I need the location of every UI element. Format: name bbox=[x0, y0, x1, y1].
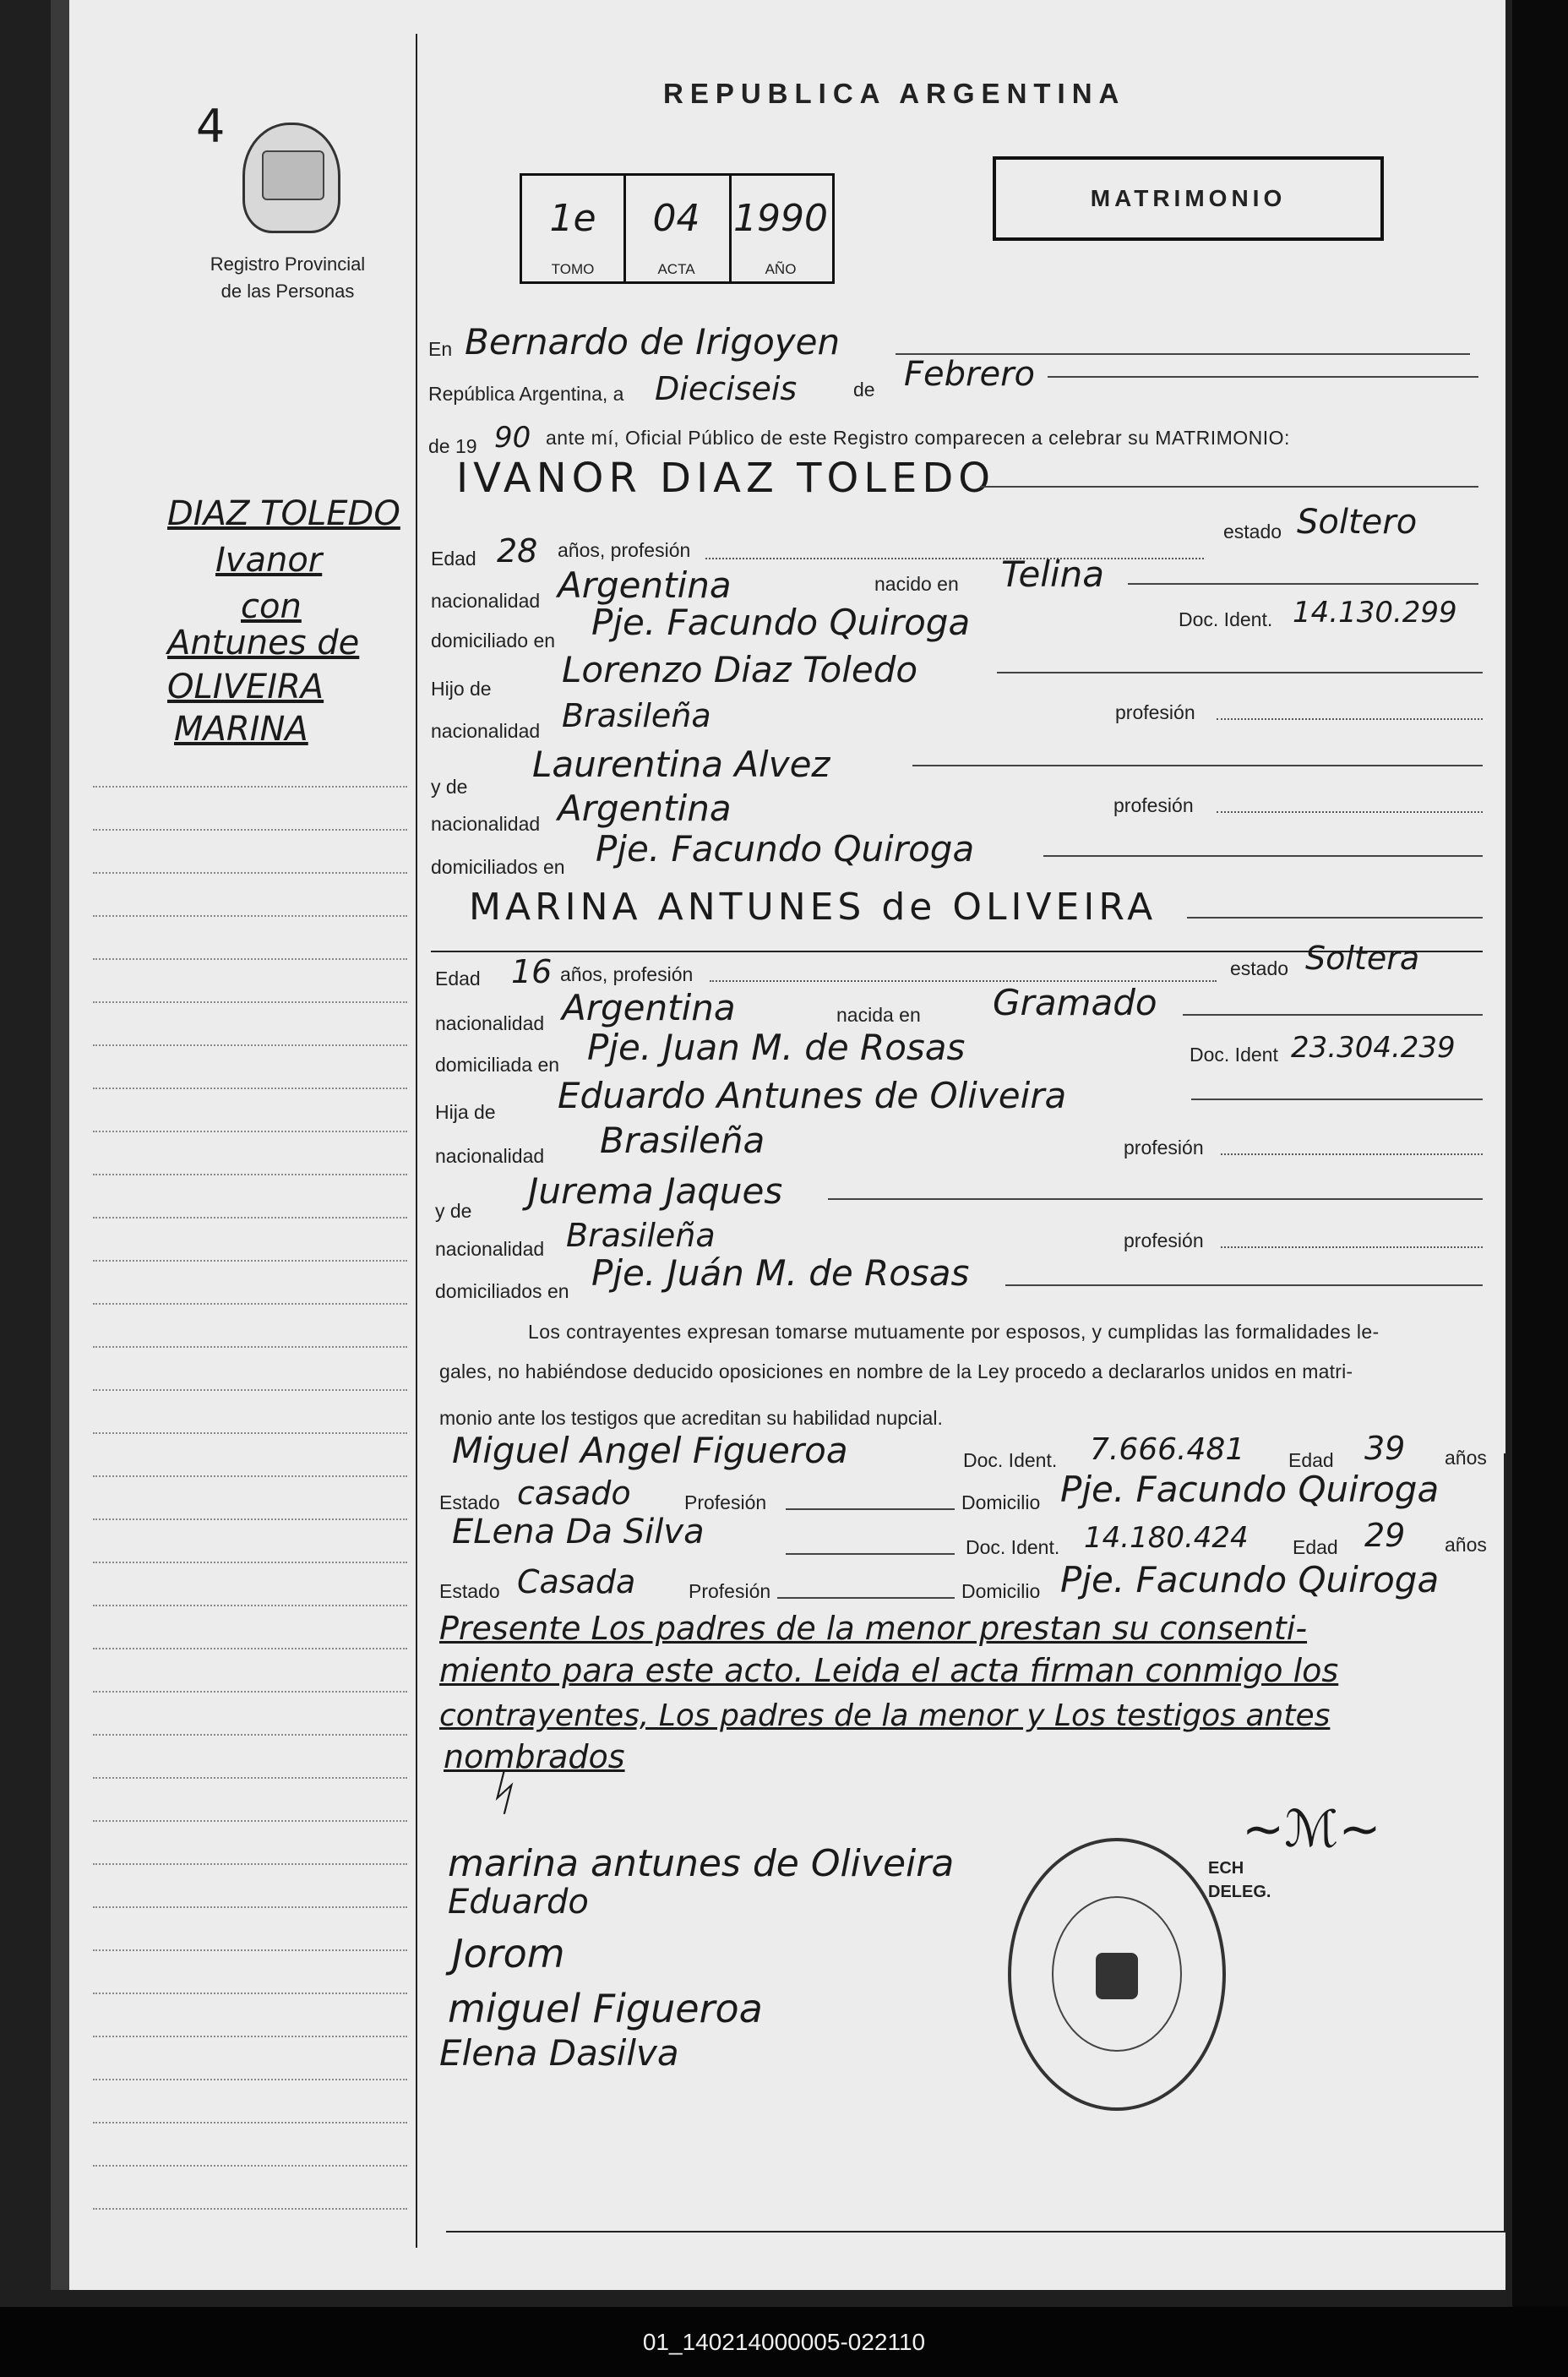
margin-rule-line bbox=[93, 1260, 407, 1262]
witness1-estado: casado bbox=[517, 1475, 631, 1512]
registro-line2: de las Personas bbox=[220, 281, 355, 302]
official-line2: DELEG. bbox=[1208, 1883, 1271, 1901]
margin-rule-line bbox=[93, 1993, 407, 1994]
bride-yde-label: y de bbox=[435, 1200, 472, 1222]
witness1-anos-label: años bbox=[1445, 1447, 1487, 1469]
groom-estado-label: estado bbox=[1223, 521, 1282, 542]
signature-eduardo: Eduardo bbox=[448, 1883, 589, 1922]
bride-nacida-label: nacida en bbox=[836, 1004, 921, 1026]
groom-doms: Pje. Facundo Quiroga bbox=[596, 828, 975, 870]
bride-madre-nac-label: nacionalidad bbox=[435, 1238, 545, 1260]
bride-nacida-line bbox=[1183, 1014, 1483, 1016]
en-label: En bbox=[428, 338, 453, 360]
groom-padre: Lorenzo Diaz Toledo bbox=[562, 649, 918, 690]
acta-label: ACTA bbox=[657, 261, 695, 277]
witness2-prof-line bbox=[777, 1597, 955, 1599]
bride-name: MARINA ANTUNES de OLIVEIRA bbox=[469, 886, 1157, 929]
note-line2: miento para este acto. Leida el acta firman conmigo los bbox=[439, 1652, 1339, 1689]
declaration-line2: gales, no habiéndose deducido oposiciones en nombre de la Ley procedo a declararlos unidos en matri- bbox=[439, 1360, 1353, 1382]
tomo-label: TOMO bbox=[551, 261, 595, 277]
lugar-value: Bernardo de Irigoyen bbox=[465, 321, 841, 363]
bride-estado: Soltera bbox=[1305, 940, 1420, 977]
margin-rule-line bbox=[93, 1691, 407, 1693]
groom-doms-line bbox=[1043, 855, 1483, 857]
bride-padre-prof-line bbox=[1221, 1153, 1483, 1155]
margin-bride-name: MARINA bbox=[174, 710, 308, 749]
witness2-estado: Casada bbox=[517, 1563, 636, 1600]
bride-name-line bbox=[1187, 917, 1483, 919]
margin-rule-line bbox=[93, 1475, 407, 1477]
country-title: REPUBLICA ARGENTINA bbox=[663, 78, 1126, 109]
margin-bride-surname2: OLIVEIRA bbox=[167, 668, 324, 706]
ano-label: AÑO bbox=[765, 261, 797, 277]
mes-value: Febrero bbox=[904, 355, 1035, 394]
groom-doc-label: Doc. Ident. bbox=[1179, 608, 1273, 630]
margin-rule-line bbox=[93, 1001, 407, 1003]
bride-nacida: Gramado bbox=[993, 982, 1157, 1023]
de-label: de bbox=[853, 379, 875, 401]
tomo-acta-ano-box bbox=[520, 173, 835, 284]
bride-padre-nac: Brasileña bbox=[600, 1120, 765, 1161]
signature-bride: marina antunes de Oliveira bbox=[448, 1842, 955, 1885]
margin-rule-line bbox=[93, 1131, 407, 1132]
bottom-border-line bbox=[446, 2231, 1505, 2233]
margin-rule-line bbox=[93, 1174, 407, 1175]
bride-edad-label: Edad bbox=[435, 968, 481, 990]
page-number: 4 bbox=[196, 100, 226, 153]
bride-madre-prof-label: profesión bbox=[1124, 1229, 1204, 1251]
margin-rule-line bbox=[93, 1562, 407, 1563]
bride-madre: Jurema Jaques bbox=[528, 1170, 783, 1212]
groom-hijo-label: Hijo de bbox=[431, 678, 492, 700]
margin-firstname: Ivanor bbox=[215, 541, 323, 580]
groom-estado: Soltero bbox=[1297, 503, 1418, 542]
scribble-signature-icon: ᛋ bbox=[486, 1766, 514, 1821]
groom-padre-prof-label: profesión bbox=[1115, 701, 1195, 723]
bride-domicilio: Pje. Juan M. de Rosas bbox=[587, 1027, 966, 1068]
oficial-text: ante mí, Oficial Público de este Registro comparecen a celebrar su MATRIMONIO: bbox=[546, 427, 1290, 449]
republica-label: República Argentina, a bbox=[428, 383, 624, 405]
groom-yde-label: y de bbox=[431, 776, 468, 798]
note-line1: Presente Los padres de la menor prestan su consenti- bbox=[439, 1610, 1308, 1647]
margin-rule-line bbox=[93, 2122, 407, 2123]
official-signature-icon: ~ℳ~ bbox=[1242, 1800, 1381, 1859]
witness1-domicilio: Pje. Facundo Quiroga bbox=[1060, 1469, 1440, 1510]
margin-rule-line bbox=[93, 2079, 407, 2080]
margin-rule-line bbox=[93, 872, 407, 874]
margin-rule-line bbox=[93, 1906, 407, 1908]
groom-domicilio: Pje. Facundo Quiroga bbox=[591, 602, 971, 643]
registro-line1: Registro Provincial bbox=[210, 254, 366, 275]
registry-seal-icon bbox=[1008, 1838, 1226, 2111]
witness1-doc-label: Doc. Ident. bbox=[963, 1449, 1058, 1471]
margin-rule-line bbox=[93, 1605, 407, 1606]
groom-nac-label: nacionalidad bbox=[431, 590, 541, 612]
bride-nacionalidad: Argentina bbox=[562, 987, 736, 1028]
groom-edad-label: Edad bbox=[431, 548, 476, 570]
witness2-domicilio: Pje. Facundo Quiroga bbox=[1060, 1559, 1440, 1600]
bride-doms: Pje. Juán M. de Rosas bbox=[591, 1252, 970, 1294]
bride-anos-prof-label: años, profesión bbox=[560, 963, 694, 985]
margin-rule-line bbox=[93, 1518, 407, 1520]
witness2-name-line bbox=[786, 1553, 955, 1555]
signature-miguel: miguel Figueroa bbox=[448, 1986, 763, 2031]
margin-rule-line bbox=[93, 1389, 407, 1391]
groom-doms-label: domiciliados en bbox=[431, 856, 565, 878]
groom-padre-prof-line bbox=[1217, 718, 1483, 720]
margin-rule-line bbox=[93, 1432, 407, 1434]
groom-madre: Laurentina Alvez bbox=[532, 744, 830, 785]
right-border-line bbox=[1504, 1453, 1505, 2231]
groom-nacido: Telina bbox=[1001, 553, 1105, 595]
margin-rule-line bbox=[93, 2208, 407, 2210]
margin-rule-line bbox=[93, 829, 407, 831]
groom-nacido-label: nacido en bbox=[874, 573, 959, 595]
margin-surname: DIAZ TOLEDO bbox=[167, 494, 400, 533]
witness2-dom-label: Domicilio bbox=[961, 1580, 1041, 1602]
bride-hija-label: Hija de bbox=[435, 1101, 496, 1123]
official-line1: ECH bbox=[1208, 1859, 1244, 1878]
bride-padre-line bbox=[1191, 1099, 1483, 1100]
bride-madre-nac: Brasileña bbox=[566, 1217, 716, 1254]
margin-column bbox=[84, 34, 417, 2248]
witness2-edad: 29 bbox=[1364, 1517, 1406, 1554]
bride-madre-line bbox=[828, 1198, 1483, 1200]
groom-profesion-line bbox=[705, 558, 1204, 559]
margin-rule-line bbox=[93, 1044, 407, 1046]
bride-padre: Eduardo Antunes de Oliveira bbox=[558, 1075, 1067, 1116]
margin-rule-line bbox=[93, 1863, 407, 1865]
witness2-doc-label: Doc. Ident. bbox=[966, 1536, 1060, 1558]
note-line4: nombrados bbox=[444, 1738, 625, 1775]
signature-jorom: Jorom bbox=[452, 1931, 565, 1976]
groom-name: IVANOR DIAZ TOLEDO bbox=[456, 455, 996, 502]
margin-rule-line bbox=[93, 1734, 407, 1736]
groom-padre-nac-label: nacionalidad bbox=[431, 720, 541, 742]
groom-madre-nac-label: nacionalidad bbox=[431, 813, 541, 835]
ano-value: 1990 bbox=[733, 197, 828, 240]
groom-nacido-line bbox=[1128, 583, 1478, 585]
margin-rule-line bbox=[93, 958, 407, 960]
declaration-line3: monio ante los testigos que acreditan su habilidad nupcial. bbox=[439, 1407, 943, 1429]
margin-rule-line bbox=[93, 2036, 407, 2037]
provincial-emblem-icon bbox=[242, 123, 340, 233]
bride-doms-label: domiciliados en bbox=[435, 1280, 569, 1302]
witness1-prof-label: Profesión bbox=[684, 1491, 767, 1513]
bride-padre-nac-label: nacionalidad bbox=[435, 1145, 545, 1167]
witness1-estado-label: Estado bbox=[439, 1491, 500, 1513]
bride-nac-label: nacionalidad bbox=[435, 1012, 545, 1034]
bride-edad: 16 bbox=[511, 953, 553, 990]
margin-rule-line bbox=[93, 786, 407, 788]
witness2-doc: 14.180.424 bbox=[1084, 1521, 1249, 1555]
groom-dom-label: domiciliado en bbox=[431, 630, 556, 651]
note-line3: contrayentes, Los padres de la menor y Los testigos antes bbox=[439, 1698, 1331, 1733]
margin-rule-line bbox=[93, 1217, 407, 1218]
groom-padre-line bbox=[997, 672, 1483, 673]
signature-elena: Elena Dasilva bbox=[439, 2032, 679, 2074]
margin-rule-line bbox=[93, 1949, 407, 1951]
witness2-prof-label: Profesión bbox=[689, 1580, 771, 1602]
witness1-doc: 7.666.481 bbox=[1090, 1432, 1245, 1467]
groom-padre-nac: Brasileña bbox=[562, 697, 711, 734]
bride-doms-line bbox=[1005, 1284, 1483, 1286]
tomo-value: 1e bbox=[549, 197, 596, 240]
groom-anos-prof-label: años, profesión bbox=[558, 539, 691, 561]
declaration-line1: Los contrayentes expresan tomarse mutuamente por esposos, y cumplidas las formalidades le- bbox=[528, 1321, 1380, 1343]
groom-edad: 28 bbox=[497, 532, 538, 570]
groom-madre-prof-line bbox=[1217, 811, 1483, 813]
witness1-edad: 39 bbox=[1364, 1430, 1406, 1467]
groom-nacionalidad: Argentina bbox=[558, 564, 732, 606]
margin-rule-line bbox=[93, 915, 407, 917]
bride-madre-prof-line bbox=[1221, 1246, 1483, 1248]
margin-rule-line bbox=[93, 1777, 407, 1779]
bride-dom-label: domiciliada en bbox=[435, 1054, 560, 1076]
witness2-name: ELena Da Silva bbox=[452, 1513, 705, 1551]
margin-rule-line bbox=[93, 1820, 407, 1822]
acta-value: 04 bbox=[652, 197, 700, 240]
bride-doc-label: Doc. Ident bbox=[1190, 1044, 1278, 1066]
anio-value: 90 bbox=[494, 421, 531, 455]
document-type-box: MATRIMONIO bbox=[993, 156, 1384, 241]
scan-id-footer: 01_140214000005-022110 bbox=[0, 2307, 1568, 2377]
groom-madre-line bbox=[912, 765, 1483, 766]
witness1-edad-label: Edad bbox=[1288, 1449, 1334, 1471]
margin-rule-line bbox=[93, 1303, 407, 1305]
groom-madre-nac: Argentina bbox=[558, 788, 732, 829]
witness1-prof-line bbox=[786, 1508, 955, 1510]
margin-rule-line bbox=[93, 1648, 407, 1649]
witness1-name: Miguel Angel Figueroa bbox=[452, 1430, 848, 1471]
margin-rule-line bbox=[93, 1088, 407, 1089]
bride-padre-prof-label: profesión bbox=[1124, 1137, 1204, 1159]
margin-bride-surname1: Antunes de bbox=[167, 624, 360, 662]
groom-madre-prof-label: profesión bbox=[1113, 794, 1194, 816]
witness2-estado-label: Estado bbox=[439, 1580, 500, 1602]
margin-rule-line bbox=[93, 1346, 407, 1348]
margin-con: con bbox=[241, 587, 302, 626]
groom-name-line bbox=[980, 486, 1478, 488]
mes-line bbox=[1048, 376, 1478, 378]
bride-estado-label: estado bbox=[1230, 957, 1289, 979]
dia-value: Dieciseis bbox=[655, 370, 798, 407]
bride-doc: 23.304.239 bbox=[1291, 1031, 1456, 1065]
margin-rule-line bbox=[93, 2165, 407, 2167]
witness2-anos-label: años bbox=[1445, 1534, 1487, 1556]
witness1-dom-label: Domicilio bbox=[961, 1491, 1041, 1513]
groom-doc: 14.130.299 bbox=[1293, 596, 1457, 630]
de19-label: de 19 bbox=[428, 435, 477, 457]
witness2-edad-label: Edad bbox=[1293, 1536, 1338, 1558]
